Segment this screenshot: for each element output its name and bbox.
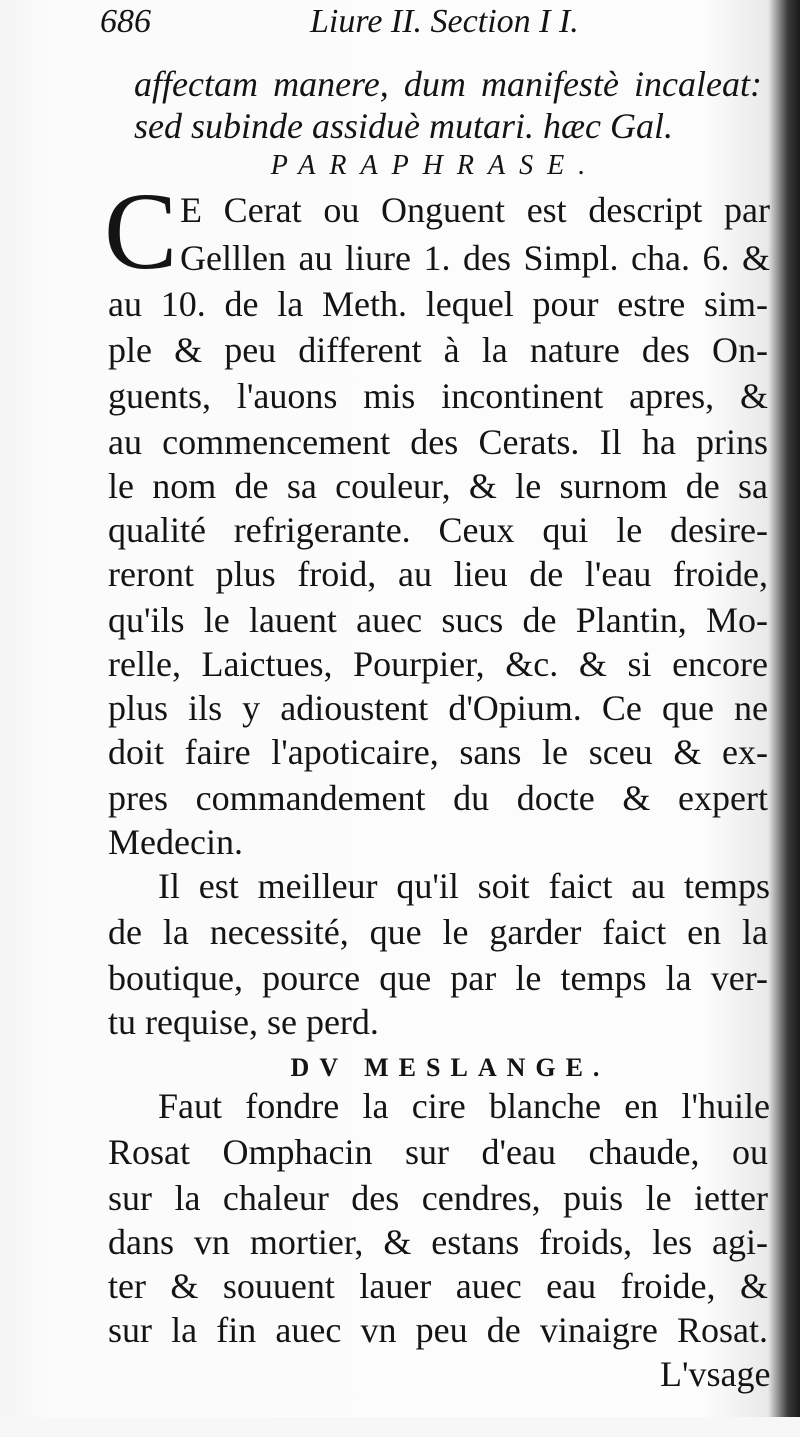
paraphrase-heading: PARAPHRASE. bbox=[270, 150, 600, 181]
text-line: plus ils y adioustent d'Opium. Ce que ne bbox=[108, 688, 768, 728]
text-line: ter & souuent lauer auec eau froide, & bbox=[108, 1266, 768, 1306]
text-line: pres commandement du docte & expert bbox=[108, 778, 768, 818]
text-line: tu requise, se perd. bbox=[108, 1002, 379, 1042]
text-line: qu'ils le lauent auec sucs de Plantin, Mo- bbox=[108, 600, 768, 640]
text-line: de la necessité, que le garder faict en la bbox=[108, 912, 768, 952]
text-line: Gelllen au liure 1. des Simpl. cha. 6. & bbox=[180, 238, 770, 278]
text-line: Faut fondre la cire blanche en l'huile bbox=[158, 1086, 770, 1126]
text-line: au 10. de la Meth. lequel pour estre sim- bbox=[108, 284, 768, 324]
text-line: Medecin. bbox=[108, 822, 243, 862]
page-bottom-margin bbox=[0, 1417, 800, 1437]
meslange-heading: DV MESLANGE. bbox=[290, 1053, 610, 1082]
text-line: au commencement des Cerats. Il ha prins bbox=[108, 422, 768, 462]
text-line: Rosat Omphacin sur d'eau chaude, ou bbox=[108, 1132, 768, 1172]
running-title: Liure II. Section I I. bbox=[310, 3, 579, 40]
text-line: guents, l'auons mis incontinent apres, & bbox=[108, 376, 768, 416]
text-line: sur la fin auec vn peu de vinaigre Rosat. bbox=[108, 1310, 768, 1350]
text-line: boutique, pource que par le temps la ver- bbox=[108, 958, 768, 998]
text-line: le nom de sa couleur, & le surnom de sa bbox=[108, 466, 768, 506]
page-number: 686 bbox=[100, 3, 151, 40]
text-line: qualité refrigerante. Ceux qui le desire- bbox=[108, 510, 768, 550]
text-line: affectam manere, dum manifestè incaleat: bbox=[134, 64, 762, 104]
text-line: Il est meilleur qu'il soit faict au temps bbox=[158, 866, 770, 906]
text-line: relle, Laictues, Pourpier, &c. & si encore bbox=[108, 644, 768, 684]
text-line: sed subinde assiduè mutari. hæc Gal. bbox=[134, 106, 673, 146]
text-line: sur la chaleur des cendres, puis le ietter bbox=[108, 1178, 768, 1218]
text-line: dans vn mortier, & estans froids, les agi- bbox=[108, 1222, 768, 1262]
text-line: E Cerat ou Onguent est descript par bbox=[180, 190, 770, 230]
text-line: doit faire l'apoticaire, sans le sceu & ex- bbox=[108, 732, 768, 772]
text-line: reront plus froid, au lieu de l'eau froide, bbox=[108, 554, 768, 594]
text-line: ple & peu different à la nature des On- bbox=[108, 330, 768, 370]
catchword: L'vsage bbox=[660, 1354, 771, 1394]
drop-cap: C bbox=[104, 170, 178, 292]
